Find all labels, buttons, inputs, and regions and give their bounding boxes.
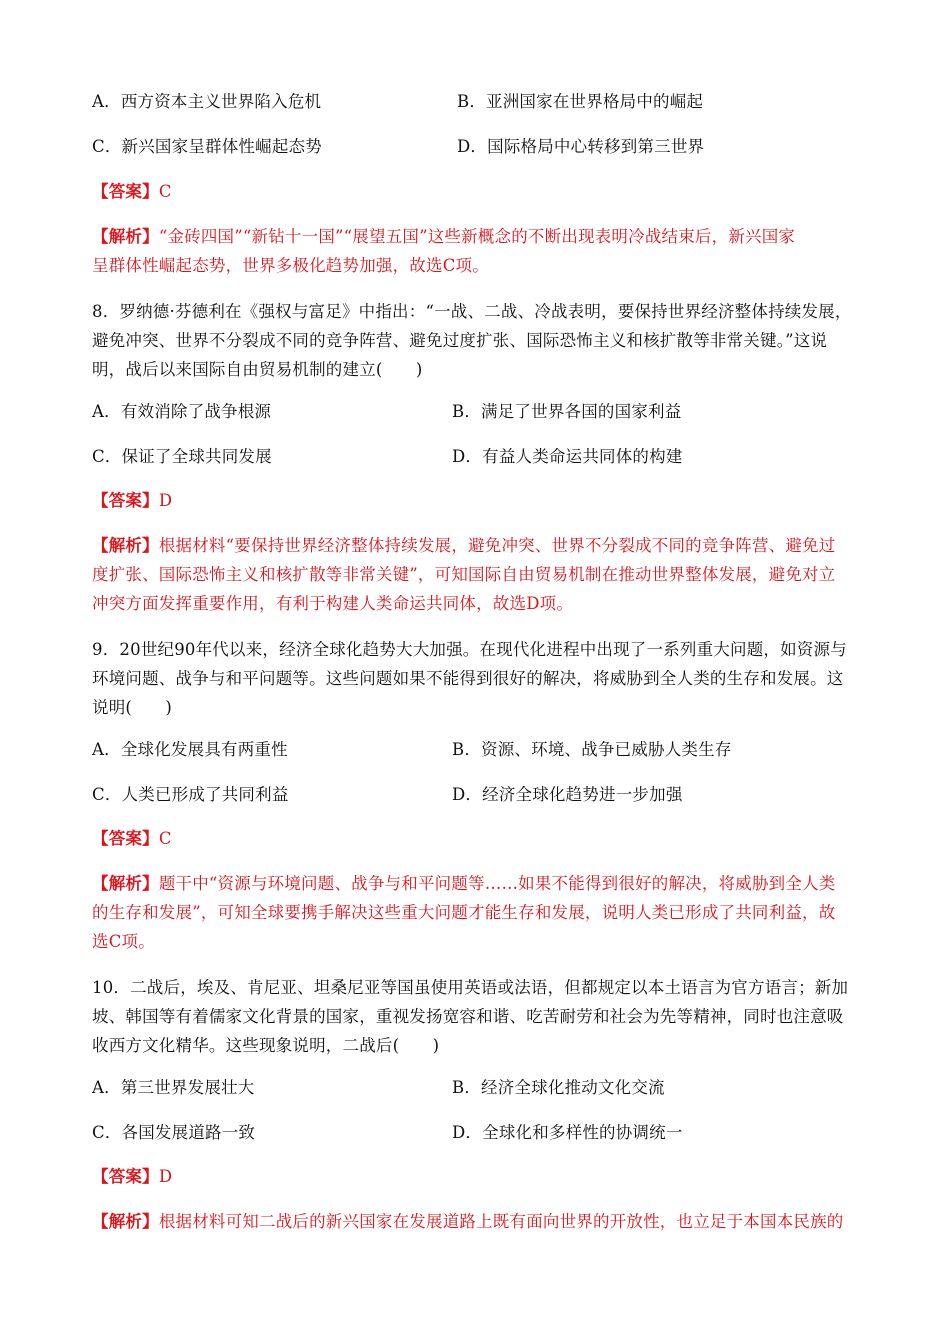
q8-analysis-line-2: 度扩张、国际恐怖主义和核扩散等非常关键”，可知国际自由贸易机制在推动世界整体发展，避免对立 <box>92 565 836 584</box>
answer-tag: 【答案】 <box>92 491 159 510</box>
q7-option-d: D．国际格局中心转移到第三世界 <box>457 137 705 156</box>
answer-value: D <box>158 491 173 510</box>
q10-option-b: B．经济全球化推动文化交流 <box>452 1078 665 1097</box>
analysis-tag: 【解析】 <box>92 1212 159 1231</box>
q7-option-c: C．新兴国家呈群体性崛起态势 <box>92 137 322 156</box>
analysis-tag: 【解析】 <box>92 874 159 893</box>
q8-option-a: A．有效消除了战争根源 <box>92 402 272 421</box>
q9-analysis-line-3: 选C项。 <box>92 932 155 951</box>
q10-option-d: D．全球化和多样性的协调统一 <box>452 1123 683 1142</box>
q10-stem-line-3: 收西方文化精华。这些现象说明，二战后( ) <box>92 1036 440 1055</box>
q8-analysis-line-3: 冲突方面发挥重要作用，有利于构建人类命运共同体，故选D项。 <box>92 594 574 613</box>
q8-stem-line-3: 明，战后以来国际自由贸易机制的建立( ) <box>92 360 423 379</box>
analysis-text: 题干中“资源与环境问题、战争与和平问题等……如果不能得到很好的解决，将威胁到全人类 <box>158 874 836 893</box>
answer-value: D <box>158 1167 173 1186</box>
q7-option-a: A．西方资本主义世界陷入危机 <box>92 92 322 111</box>
q8-stem-line-1: 8．罗纳德·芬德利在《强权与富足》中指出：“一战、二战、冷战表明，要保持世界经济整体持续发展， <box>92 302 852 321</box>
answer-value: C <box>158 829 172 848</box>
q8-stem-line-2: 避免冲突、世界不分裂成不同的竞争阵营、避免过度扩张、国际恐怖主义和核扩散等非常关键。”这说 <box>92 331 828 350</box>
answer-value: C <box>158 182 172 201</box>
q10-stem-line-1: 10．二战后，埃及、肯尼亚、坦桑尼亚等国虽使用英语或法语，但都规定以本土语言为官方语言；新加 <box>92 978 849 997</box>
q10-analysis-line-1 <box>92 1212 844 1232</box>
q8-option-d: D．有益人类命运共同体的构建 <box>452 447 683 466</box>
q9-stem-line-2: 环境问题、战争与和平问题等。这些问题如果不能得到很好的解决，将威胁到全人类的生存和发展。这 <box>92 669 844 688</box>
answer-tag: 【答案】 <box>92 1167 159 1186</box>
q10-stem-line-2: 坡、韩国等有着儒家文化背景的国家，重视发扬宽容和谐、吃苦耐劳和社会为先等精神，同时也注意吸 <box>92 1007 844 1026</box>
q7-analysis-line-1 <box>92 227 795 247</box>
q9-stem-line-3: 说明( ) <box>92 698 173 717</box>
analysis-text: 根据材料可知二战后的新兴国家在发展道路上既有面向世界的开放性，也立足于本国本民族的 <box>158 1212 844 1231</box>
answer-tag: 【答案】 <box>92 829 159 848</box>
q9-option-c: C．人类已形成了共同利益 <box>92 785 289 804</box>
q7-answer <box>92 182 172 202</box>
q9-option-b: B．资源、环境、战争已威胁人类生存 <box>452 740 732 759</box>
q10-answer <box>92 1167 172 1187</box>
q7-analysis-line-2: 呈群体性崛起态势，世界多极化趋势加强，故选C项。 <box>92 256 489 275</box>
analysis-text: “金砖四国”“新钻十一国”“展望五国”这些新概念的不断出现表明冷战结束后，新兴国家 <box>158 227 796 246</box>
q9-analysis-line-1 <box>92 874 835 894</box>
q9-analysis-line-2: 的生存和发展”，可知全球要携手解决这些重大问题才能生存和发展，说明人类已形成了共同利益，故 <box>92 903 836 922</box>
q9-option-a: A．全球化发展具有两重性 <box>92 740 288 759</box>
q10-option-c: C．各国发展道路一致 <box>92 1123 256 1142</box>
analysis-tag: 【解析】 <box>92 536 159 555</box>
q9-option-d: D．经济全球化趋势进一步加强 <box>452 785 683 804</box>
q10-option-a: A．第三世界发展壮大 <box>92 1078 255 1097</box>
q7-option-b: B．亚洲国家在世界格局中的崛起 <box>457 92 704 111</box>
q9-answer <box>92 829 172 849</box>
analysis-text: 根据材料“要保持世界经济整体持续发展，避免冲突、世界不分裂成不同的竞争阵营、避免过 <box>158 536 836 555</box>
q9-stem-line-1: 9．20世纪90年代以来，经济全球化趋势大大加强。在现代化进程中出现了一系列重大问题，如资源与 <box>92 640 847 659</box>
q8-option-b: B．满足了世界各国的国家利益 <box>452 402 682 421</box>
q8-analysis-line-1 <box>92 536 835 556</box>
analysis-tag: 【解析】 <box>92 227 159 246</box>
answer-tag: 【答案】 <box>92 182 159 201</box>
q8-option-c: C．保证了全球共同发展 <box>92 447 272 466</box>
q8-answer <box>92 491 172 511</box>
